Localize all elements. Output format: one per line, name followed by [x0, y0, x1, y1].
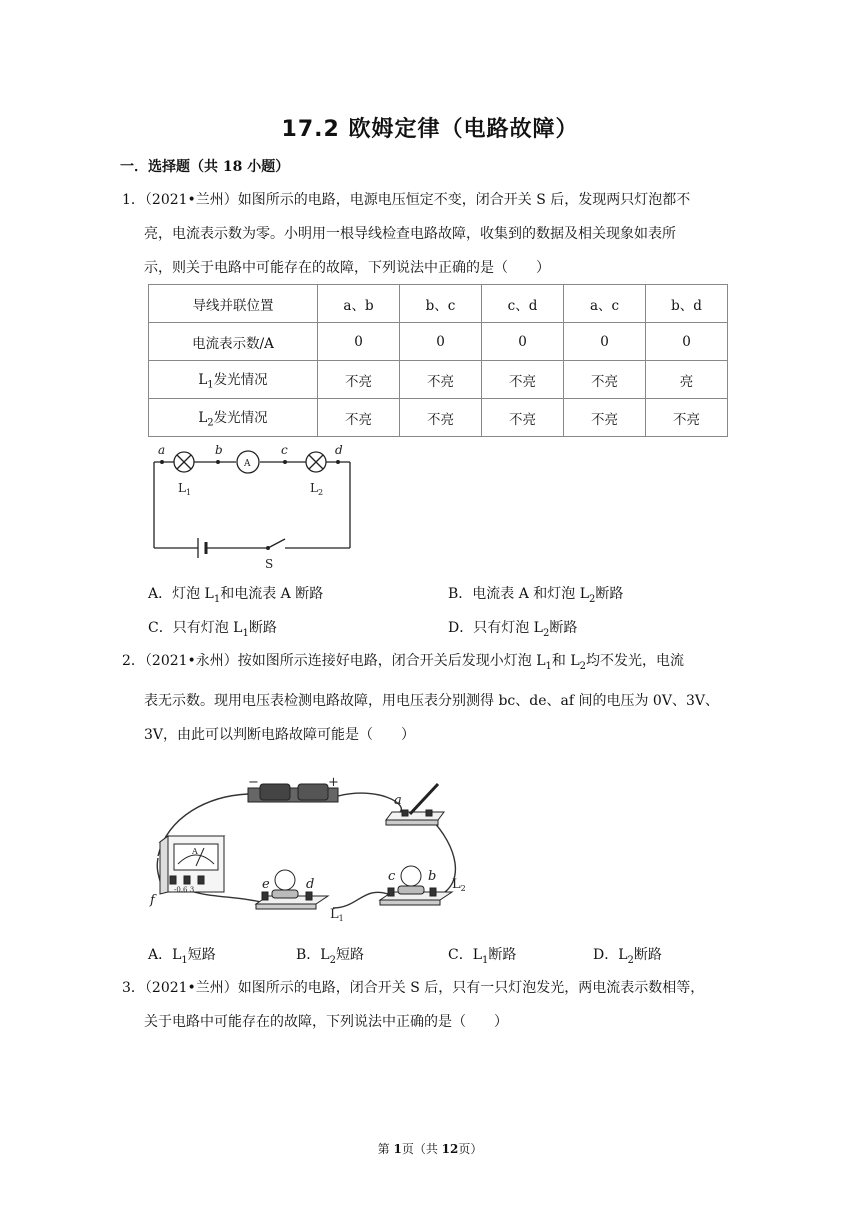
q1-option-c[interactable]: C．只有灯泡 $L_1$断路 [148, 620, 277, 639]
table-cell: 0 [318, 323, 400, 361]
battery-plus-label: + [328, 776, 339, 790]
q2-option-b[interactable]: B．$L_2$短路 [296, 947, 364, 966]
node-label-a: a [158, 443, 166, 457]
battery-icon [248, 784, 338, 802]
page-title: 17.2 欧姆定律（电路故障） [281, 117, 579, 142]
q1-option-b[interactable]: B．电流表 A 和灯泡 $L_2$断路 [448, 586, 624, 605]
q1-line3: 示，则关于电路中可能存在的故障，下列说法中正确的是（ ） [144, 260, 550, 276]
page-number: 1 [393, 1142, 402, 1156]
switch-label-s: S [265, 557, 274, 571]
q1-line2: 亮，电流表示数为零。小明用一根导线检查电路故障，收集到的数据及相关现象如表所 [144, 226, 676, 242]
table-cell: 0 [482, 323, 564, 361]
question-3-text [122, 971, 740, 1039]
battery-minus-label: − [248, 776, 259, 790]
q1-option-d[interactable]: D．只有灯泡 $L_2$断路 [448, 620, 578, 639]
table-cell: $L_1$发光情况 [149, 361, 318, 399]
table-row [149, 285, 728, 323]
lamp-label-l2: $L_2$ [452, 877, 466, 893]
q2-option-a[interactable]: A．$L_1$短路 [148, 947, 216, 966]
table-cell: 导线并联位置 [149, 285, 318, 323]
table-cell: a、b [318, 285, 400, 323]
table-row [149, 361, 728, 399]
table-cell: 0 [400, 323, 482, 361]
table-cell: 0 [564, 323, 646, 361]
node-label-b: b [215, 443, 223, 457]
lamp-label-l1: $L_1$ [178, 481, 192, 497]
node-label-e: e [262, 877, 270, 892]
q2-line1: 2．（2021•永州）按如图所示连接好电路，闭合开关后发现小灯泡 $L_1$和 $L_2$均不发光，电流 [122, 653, 685, 672]
question-2-text [122, 644, 740, 752]
q2-option-d[interactable]: D．$L_2$断路 [593, 947, 662, 966]
q1-option-a[interactable]: A．灯泡 $L_1$和电流表 A 断路 [148, 586, 324, 605]
meter-scale-label: -0.6 3 [174, 886, 195, 894]
node-label-d: d [335, 443, 343, 457]
node-label-b: b [428, 869, 437, 884]
q1-line1: 1．（2021•兰州）如图所示的电路，电源电压恒定不变，闭合开关 S 后，发现两只灯泡都不 [122, 192, 691, 208]
table-cell: 亮 [646, 361, 728, 399]
section-heading: 一．选择题（共 18 小题） [120, 159, 290, 175]
page-footer: 第 1页（共 12页） [377, 1142, 483, 1156]
q2-option-c[interactable]: C．$L_1$断路 [448, 947, 517, 966]
table-row [149, 399, 728, 437]
table-cell: b、c [400, 285, 482, 323]
node-label-c: c [281, 443, 288, 457]
meter-label: A [192, 847, 198, 856]
table-cell: 0 [646, 323, 728, 361]
question-1-text [122, 183, 740, 285]
table-cell: a、c [564, 285, 646, 323]
q2-line3: 3V，由此可以判断电路故障可能是（ ） [144, 726, 416, 743]
q2-line2: 表无示数。现用电压表检测电路故障，用电压表分别测得 bc、de、af 间的电压为 0V、3V、 [144, 692, 719, 709]
table-cell: 不亮 [318, 399, 400, 437]
table-cell: 不亮 [564, 399, 646, 437]
table-cell: b、d [646, 285, 728, 323]
node-label-a: a [394, 793, 402, 808]
node-label-f: f [150, 893, 155, 908]
page-total: 12 [441, 1142, 459, 1156]
q1-circuit-diagram [140, 440, 370, 575]
table-cell: 不亮 [400, 399, 482, 437]
node-label-c: c [388, 869, 396, 884]
table-cell: 不亮 [646, 399, 728, 437]
table-cell: 不亮 [482, 399, 564, 437]
q3-line2: 关于电路中可能存在的故障，下列说法中正确的是（ ） [144, 1014, 508, 1030]
table-cell: 电流表示数/A [149, 323, 318, 361]
q3-line1: 3．（2021•兰州）如图所示的电路，闭合开关 S 后，只有一只灯泡发光，两电流表示数相等， [122, 980, 705, 996]
table-cell: 不亮 [318, 361, 400, 399]
q1-data-table [148, 284, 728, 437]
node-label-d: d [306, 877, 315, 892]
lamp-label-l1: $L_1$ [330, 907, 344, 923]
q2-circuit-photo-diagram [148, 776, 478, 926]
table-cell: 不亮 [400, 361, 482, 399]
table-cell: $L_2$发光情况 [149, 399, 318, 437]
ammeter-label: A [244, 459, 251, 469]
table-cell: 不亮 [564, 361, 646, 399]
table-cell: c、d [482, 285, 564, 323]
table-cell: 不亮 [482, 361, 564, 399]
lamp-label-l2: $L_2$ [310, 481, 324, 497]
table-row [149, 323, 728, 361]
